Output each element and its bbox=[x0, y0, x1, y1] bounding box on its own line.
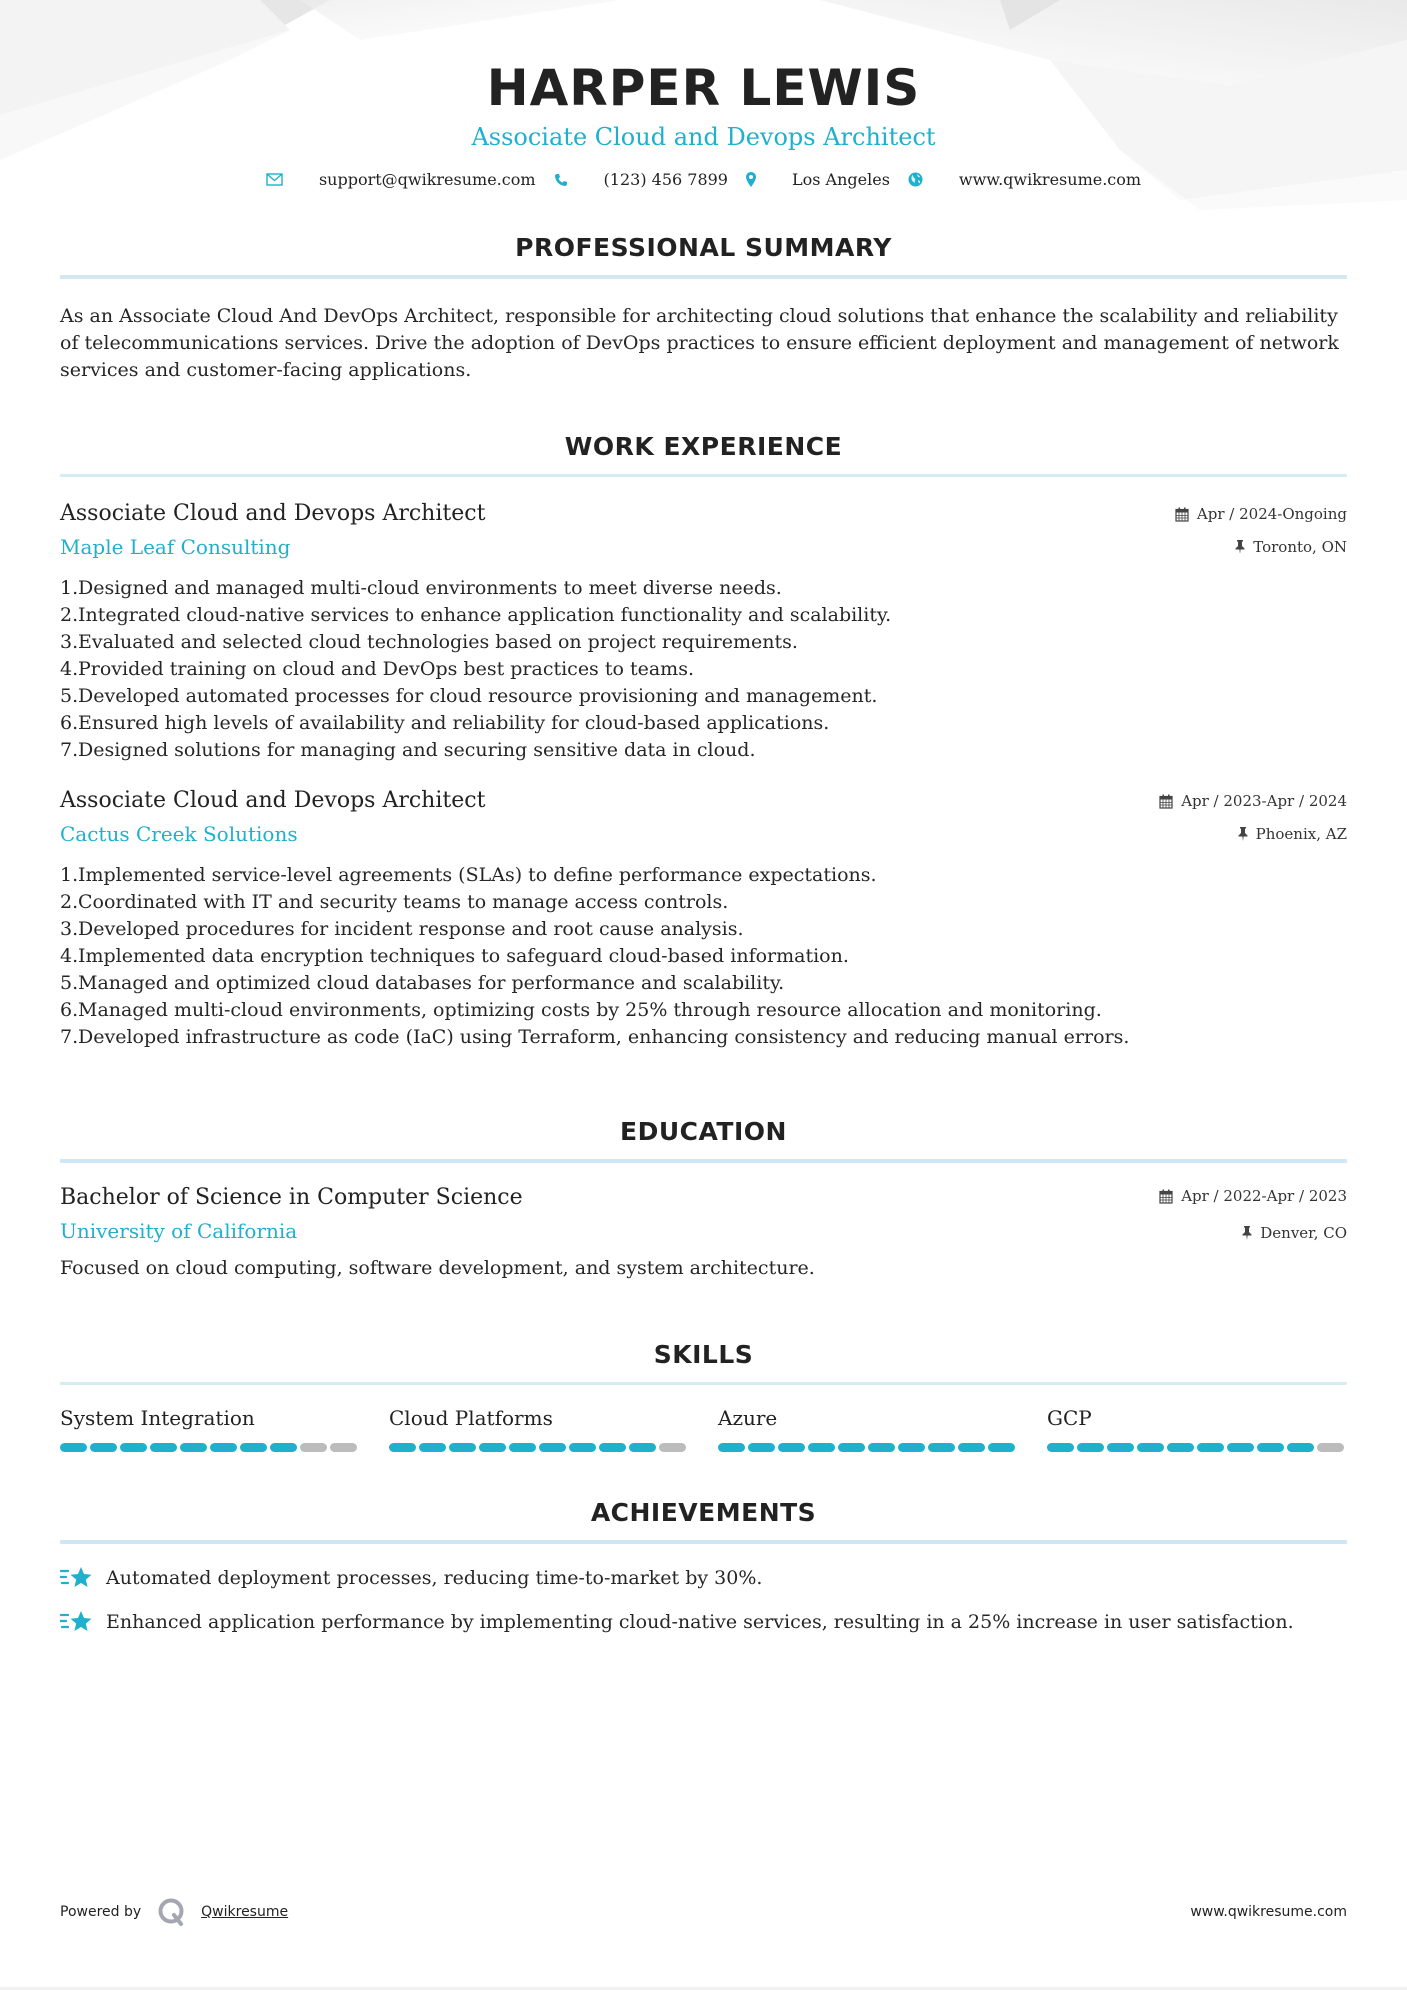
calendar-icon bbox=[1159, 1189, 1173, 1204]
education-dates: Apr / 2022-Apr / 2023 bbox=[1181, 1187, 1347, 1205]
skill-segment-filled bbox=[1197, 1443, 1224, 1452]
skill-segment-filled bbox=[988, 1443, 1015, 1452]
summary-text: As an Associate Cloud And DevOps Architect, responsible for architecting cloud solutions that enhance the scalability and reliability of telecommunications services. Drive the adoption of DevOps practices to ensure efficient deployment and management of network services and customer-facing applications. bbox=[60, 305, 1339, 381]
contact-website[interactable] bbox=[908, 170, 1141, 189]
skill-segment-filled bbox=[120, 1443, 147, 1452]
education-section bbox=[60, 1117, 1347, 1282]
achievement-item bbox=[60, 1608, 1347, 1636]
envelope-icon bbox=[266, 173, 301, 186]
skill-name: Azure bbox=[718, 1406, 778, 1430]
skill-segment-filled bbox=[1137, 1443, 1164, 1452]
job-dates: Apr / 2023-Apr / 2024 bbox=[1181, 792, 1347, 810]
job-bullets bbox=[60, 575, 1347, 764]
skill-segment-empty bbox=[300, 1443, 327, 1452]
skill-segment-filled bbox=[1257, 1443, 1284, 1452]
achievements-section bbox=[60, 1498, 1347, 1636]
summary-section bbox=[60, 233, 1347, 384]
education-description: Focused on cloud computing, software development, and system architecture. bbox=[60, 1257, 815, 1279]
skill-segment-filled bbox=[60, 1443, 87, 1452]
candidate-name: HARPER LEWIS bbox=[486, 59, 921, 117]
skill-segment-filled bbox=[1167, 1443, 1194, 1452]
skill-segment-filled bbox=[1077, 1443, 1104, 1452]
list-item: 6. Ensured high levels of availability and reliability for cloud-based applications. bbox=[60, 712, 830, 734]
list-item: 3. Evaluated and selected cloud technologies based on project requirements. bbox=[60, 631, 798, 653]
skills-grid bbox=[60, 1405, 1347, 1452]
skill-level-bar bbox=[389, 1443, 689, 1452]
job-title: Associate Cloud and Devops Architect bbox=[60, 501, 486, 526]
achievement-item bbox=[60, 1564, 1347, 1592]
achievement-text: Automated deployment processes, reducing time-to-market by 30%. bbox=[106, 1566, 763, 1589]
pushpin-icon bbox=[1238, 827, 1248, 841]
skill-segment-filled bbox=[748, 1443, 775, 1452]
calendar-icon bbox=[1175, 507, 1189, 522]
list-item: 6. Managed multi-cloud environments, optimizing costs by 25% through resource allocation and monitoring. bbox=[60, 999, 1102, 1021]
company-name: Cactus Creek Solutions bbox=[60, 822, 298, 846]
section-divider bbox=[60, 474, 1347, 477]
skill-segment-filled bbox=[808, 1443, 835, 1452]
achievement-text: Enhanced application performance by implementing cloud-native services, resulting in a 25% increase in user satisfaction. bbox=[106, 1610, 1294, 1633]
skill-segment-filled bbox=[898, 1443, 925, 1452]
map-pin-icon bbox=[746, 172, 774, 187]
skill-segment-filled bbox=[479, 1443, 506, 1452]
skill-segment-filled bbox=[868, 1443, 895, 1452]
skill-segment-filled bbox=[240, 1443, 267, 1452]
footer-website[interactable]: www.qwikresume.com bbox=[1190, 1904, 1347, 1920]
job-location: Phoenix, AZ bbox=[1255, 825, 1347, 843]
skill-segment-filled bbox=[1107, 1443, 1134, 1452]
list-item: 3. Developed procedures for incident response and root cause analysis. bbox=[60, 918, 744, 940]
skill-item bbox=[1047, 1405, 1347, 1452]
skill-segment-empty bbox=[330, 1443, 357, 1452]
skill-segment-filled bbox=[718, 1443, 745, 1452]
calendar-icon bbox=[1159, 794, 1173, 809]
list-item: 4. Implemented data encryption techniques to safeguard cloud-based information. bbox=[60, 945, 849, 967]
skill-segment-filled bbox=[569, 1443, 596, 1452]
skill-segment-empty bbox=[1317, 1443, 1344, 1452]
skill-segment-filled bbox=[419, 1443, 446, 1452]
list-item: 7. Developed infrastructure as code (IaC) using Terraform, enhancing consistency and reducing manual errors. bbox=[60, 1026, 1130, 1048]
section-heading-skills: SKILLS bbox=[653, 1340, 754, 1369]
section-divider bbox=[60, 1382, 1347, 1385]
skill-segment-empty bbox=[659, 1443, 686, 1452]
candidate-title: Associate Cloud and Devops Architect bbox=[471, 123, 936, 151]
contact-bar bbox=[60, 170, 1347, 189]
skill-item bbox=[389, 1405, 689, 1452]
list-item: 7. Designed solutions for managing and securing sensitive data in cloud. bbox=[60, 739, 756, 761]
qwikresume-link[interactable]: Qwikresume bbox=[201, 1904, 289, 1920]
skill-segment-filled bbox=[180, 1443, 207, 1452]
section-divider bbox=[60, 1159, 1347, 1163]
skill-segment-filled bbox=[539, 1443, 566, 1452]
skill-item bbox=[60, 1405, 360, 1452]
skill-segment-filled bbox=[778, 1443, 805, 1452]
skill-segment-filled bbox=[599, 1443, 626, 1452]
achievement-list bbox=[60, 1564, 1347, 1636]
skill-segment-filled bbox=[150, 1443, 177, 1452]
list-item: 1. Implemented service-level agreements (SLAs) to define performance expectations. bbox=[60, 864, 877, 886]
resume-header bbox=[60, 0, 1347, 189]
skills-section bbox=[60, 1340, 1347, 1452]
list-item: 5. Managed and optimized cloud databases for performance and scalability. bbox=[60, 972, 785, 994]
degree: Bachelor of Science in Computer Science bbox=[60, 1185, 523, 1210]
skill-name: System Integration bbox=[60, 1406, 255, 1430]
contact-location-text: Los Angeles bbox=[791, 170, 890, 189]
phone-icon bbox=[554, 173, 586, 187]
list-item: 1. Designed and managed multi-cloud environments to meet diverse needs. bbox=[60, 577, 782, 599]
skill-name: GCP bbox=[1047, 1406, 1092, 1430]
section-divider bbox=[60, 275, 1347, 279]
skill-segment-filled bbox=[629, 1443, 656, 1452]
skill-segment-filled bbox=[838, 1443, 865, 1452]
section-heading-achievements: ACHIEVEMENTS bbox=[590, 1498, 817, 1527]
pushpin-icon bbox=[1242, 1226, 1252, 1240]
skill-level-bar bbox=[60, 1443, 360, 1452]
education-location: Denver, CO bbox=[1260, 1224, 1347, 1242]
skill-segment-filled bbox=[928, 1443, 955, 1452]
pushpin-icon bbox=[1235, 540, 1245, 554]
skill-segment-filled bbox=[509, 1443, 536, 1452]
skill-segment-filled bbox=[210, 1443, 237, 1452]
list-item: 2. Integrated cloud-native services to enhance application functionality and scalability. bbox=[60, 604, 892, 626]
shooting-star-icon bbox=[60, 1564, 94, 1592]
skill-segment-filled bbox=[449, 1443, 476, 1452]
school-name: University of California bbox=[60, 1219, 298, 1243]
shooting-star-icon bbox=[60, 1608, 94, 1636]
job-location: Toronto, ON bbox=[1253, 538, 1347, 556]
experience-section bbox=[60, 432, 1347, 1051]
section-divider bbox=[60, 1540, 1347, 1544]
job-dates: Apr / 2024-Ongoing bbox=[1196, 505, 1347, 523]
skill-segment-filled bbox=[90, 1443, 117, 1452]
skill-level-bar bbox=[1047, 1443, 1347, 1452]
education-entry bbox=[60, 1183, 1347, 1282]
section-heading-experience: WORK EXPERIENCE bbox=[564, 432, 843, 461]
skill-segment-filled bbox=[270, 1443, 297, 1452]
job-bullets bbox=[60, 862, 1347, 1051]
skill-segment-filled bbox=[1287, 1443, 1314, 1452]
contact-email[interactable] bbox=[266, 170, 536, 189]
skill-segment-filled bbox=[1047, 1443, 1074, 1452]
section-heading-education: EDUCATION bbox=[620, 1117, 787, 1146]
job-title: Associate Cloud and Devops Architect bbox=[60, 788, 486, 813]
skill-level-bar bbox=[718, 1443, 1018, 1452]
contact-phone-text: (123) 456 7899 bbox=[603, 170, 728, 189]
job-entry bbox=[60, 786, 1347, 1051]
company-name: Maple Leaf Consulting bbox=[60, 535, 291, 559]
contact-location bbox=[746, 170, 890, 189]
skill-item bbox=[718, 1405, 1018, 1452]
contact-phone[interactable] bbox=[554, 170, 728, 189]
powered-by-label: Powered by bbox=[60, 1904, 142, 1920]
list-item: 4. Provided training on cloud and DevOps best practices to teams. bbox=[60, 658, 694, 680]
list-item: 2. Coordinated with IT and security teams to manage access controls. bbox=[60, 891, 729, 913]
job-entry bbox=[60, 499, 1347, 764]
skill-segment-filled bbox=[389, 1443, 416, 1452]
list-item: 5. Developed automated processes for cloud resource provisioning and management. bbox=[60, 685, 878, 707]
skill-segment-filled bbox=[1227, 1443, 1254, 1452]
page-footer bbox=[60, 1897, 1347, 1927]
skill-segment-filled bbox=[958, 1443, 985, 1452]
section-heading-summary: PROFESSIONAL SUMMARY bbox=[515, 233, 892, 262]
contact-website-text: www.qwikresume.com bbox=[958, 170, 1142, 189]
skill-name: Cloud Platforms bbox=[389, 1406, 553, 1430]
qwikresume-logo-icon bbox=[157, 1897, 187, 1927]
contact-email-text: support@qwikresume.com bbox=[318, 170, 536, 189]
globe-icon bbox=[908, 172, 941, 187]
